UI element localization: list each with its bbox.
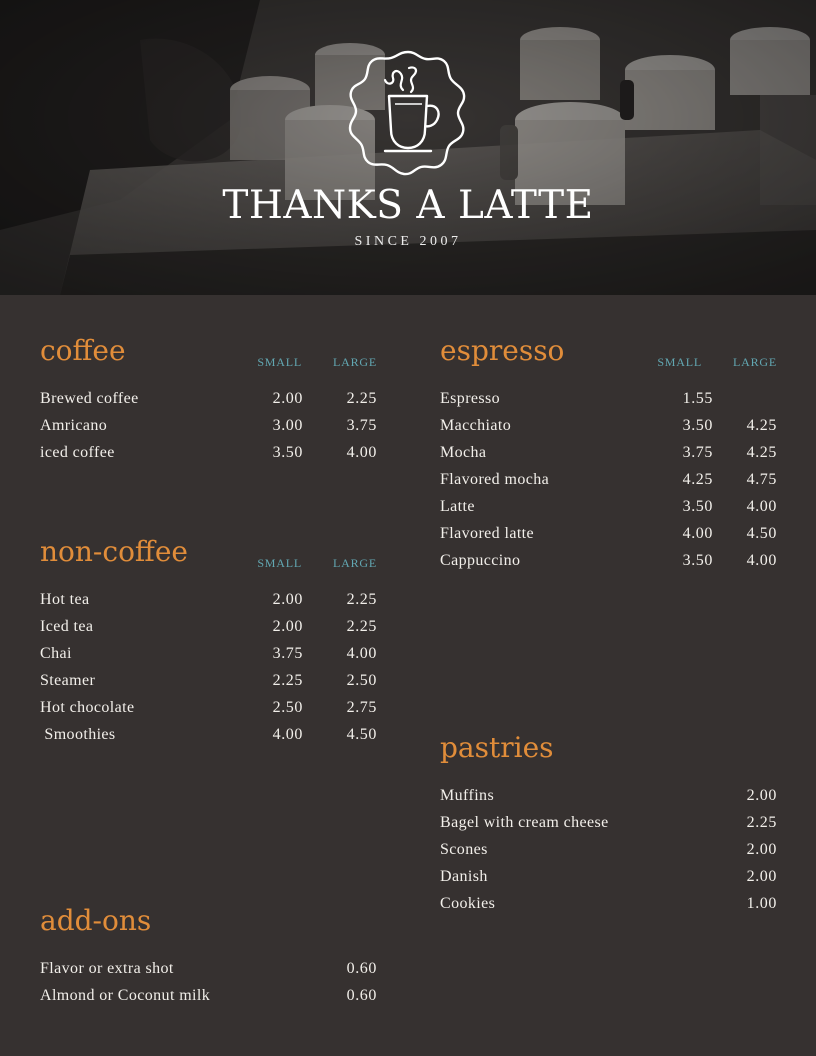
section-title-non-coffee: non-coffee (40, 535, 188, 568)
item-price-large: 4.00 (346, 444, 377, 461)
menu-item (40, 986, 377, 1006)
item-price-small: 3.50 (682, 552, 713, 569)
item-price-large: 2.25 (346, 591, 377, 608)
menu-item (440, 497, 777, 517)
item-name: Mocha (440, 444, 487, 461)
brand-subtitle: SINCE 2007 (354, 234, 462, 249)
menu-item (440, 443, 777, 463)
item-name: Iced tea (40, 618, 94, 635)
item-name: Danish (440, 868, 488, 885)
item-name: Latte (440, 498, 475, 515)
column-header-large: LARGE (333, 556, 377, 570)
item-name: Amricano (40, 417, 108, 434)
item-price-large: 4.50 (746, 525, 777, 542)
item-price-large: 2.25 (346, 618, 377, 635)
menu-item (40, 698, 377, 718)
item-price: 2.00 (746, 787, 777, 804)
item-price-small: 2.00 (272, 591, 303, 608)
item-price-large: 4.00 (346, 645, 377, 662)
item-name: Flavor or extra shot (40, 960, 174, 977)
item-price-small: 3.50 (272, 444, 303, 461)
item-price-small: 3.00 (272, 417, 303, 434)
section-add-ons (40, 904, 377, 1014)
item-name: Hot chocolate (40, 699, 135, 716)
item-price-large: 4.75 (746, 471, 777, 488)
menu-item (440, 813, 777, 833)
item-name: Macchiato (440, 417, 512, 434)
section-title-add-ons: add-ons (40, 904, 152, 937)
item-name: Muffins (440, 787, 495, 804)
section-title-espresso: espresso (440, 334, 565, 367)
item-name: Scones (440, 841, 488, 858)
item-price-small: 1.55 (682, 390, 713, 407)
brand-title: THANKS A LATTE (222, 183, 594, 228)
section-pastries (440, 731, 777, 931)
item-name: Brewed coffee (40, 390, 139, 407)
menu-item (40, 416, 377, 436)
item-price: 0.60 (346, 960, 377, 977)
item-name: Chai (40, 645, 72, 662)
menu-item (440, 524, 777, 544)
item-price-small: 4.00 (272, 726, 303, 743)
item-name: iced coffee (40, 444, 115, 461)
section-title-pastries: pastries (440, 731, 554, 764)
menu-item (440, 840, 777, 860)
item-price-small: 3.50 (682, 417, 713, 434)
item-name: Flavored latte (440, 525, 535, 542)
hero-banner (0, 0, 816, 295)
item-name: Espresso (440, 390, 501, 407)
item-price: 2.00 (746, 868, 777, 885)
item-price-small: 3.75 (682, 444, 713, 461)
menu-item (40, 725, 377, 745)
menu-item (40, 617, 377, 637)
column-header-small: SMALL (257, 355, 302, 369)
section-title-coffee: coffee (40, 334, 126, 367)
item-name: Cappuccino (440, 552, 521, 569)
section-coffee (40, 334, 377, 474)
item-price-small: 2.00 (272, 618, 303, 635)
menu-item (440, 867, 777, 887)
menu-item (40, 590, 377, 610)
item-price-large: 4.25 (746, 417, 777, 434)
item-price: 2.25 (746, 814, 777, 831)
column-header-small: SMALL (257, 556, 302, 570)
item-price-large: 3.75 (346, 417, 377, 434)
item-price-large: 2.50 (346, 672, 377, 689)
column-header-large: LARGE (333, 355, 377, 369)
item-name: Cookies (440, 895, 496, 912)
menu-item (440, 894, 777, 914)
menu-item (440, 470, 777, 490)
menu-item (40, 959, 377, 979)
item-price-large: 2.25 (346, 390, 377, 407)
menu-item (40, 443, 377, 463)
item-price: 1.00 (746, 895, 777, 912)
menu-item (40, 644, 377, 664)
menu-item (440, 389, 777, 409)
item-price-small: 4.25 (682, 471, 713, 488)
item-name: Steamer (40, 672, 96, 689)
item-price-small: 2.50 (272, 699, 303, 716)
item-name: Almond or Coconut milk (40, 987, 211, 1004)
item-name: Smoothies (40, 726, 116, 743)
item-price-large: 4.00 (746, 498, 777, 515)
column-header-large: LARGE (733, 355, 777, 369)
item-price-small: 3.50 (682, 498, 713, 515)
item-price: 2.00 (746, 841, 777, 858)
item-price-small: 2.25 (272, 672, 303, 689)
item-name: Flavored mocha (440, 471, 550, 488)
menu-item (40, 389, 377, 409)
menu-item (440, 551, 777, 571)
item-price-small: 2.00 (272, 390, 303, 407)
item-price: 0.60 (346, 987, 377, 1004)
steaming-coffee-cup-icon (345, 48, 471, 176)
item-price-small: 4.00 (682, 525, 713, 542)
item-name: Hot tea (40, 591, 90, 608)
menu-item (40, 671, 377, 691)
item-price-large: 4.50 (346, 726, 377, 743)
section-espresso (440, 334, 777, 584)
item-price-large: 4.25 (746, 444, 777, 461)
item-price-small: 3.75 (272, 645, 303, 662)
item-price-large: 4.00 (746, 552, 777, 569)
section-non-coffee (40, 535, 377, 755)
item-name: Bagel with cream cheese (440, 814, 609, 831)
menu-item (440, 786, 777, 806)
column-header-small: SMALL (657, 355, 702, 369)
menu-item (440, 416, 777, 436)
item-price-large: 2.75 (346, 699, 377, 716)
